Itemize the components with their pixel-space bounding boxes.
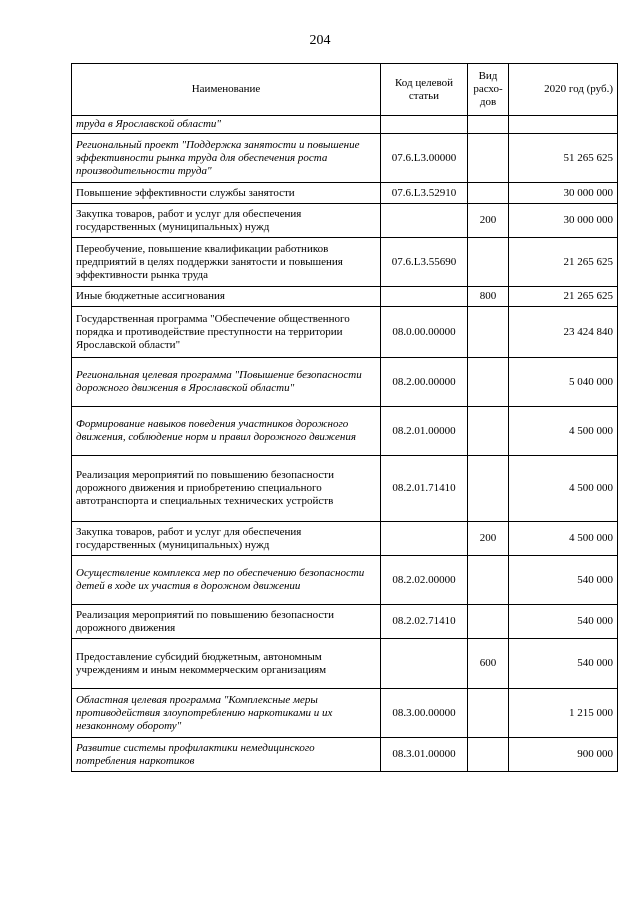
table-row bbox=[72, 605, 618, 639]
table-row bbox=[72, 407, 618, 456]
page-number: 204 bbox=[309, 33, 331, 48]
row-name-cell: Закупка товаров, работ и услуг для обеспечения государственных (муниципальных) нужд bbox=[72, 204, 381, 238]
row-code-cell: 07.6.L3.00000 bbox=[381, 134, 468, 183]
row-sum-cell: 4 500 000 bbox=[509, 407, 618, 456]
row-name-cell: Реализация мероприятий по повышению безопасности дорожного движения и приобретению специального автотранспорта и специальных технических устройств bbox=[72, 456, 381, 522]
row-code-cell: 08.2.02.71410 bbox=[381, 605, 468, 639]
row-code-cell: 08.3.01.00000 bbox=[381, 738, 468, 772]
row-type-cell bbox=[468, 556, 509, 605]
row-type-cell bbox=[468, 183, 509, 204]
header-code: Код целевой статьи bbox=[381, 64, 468, 116]
row-type-cell: 200 bbox=[468, 204, 509, 238]
row-code-cell bbox=[381, 204, 468, 238]
row-sum-cell: 540 000 bbox=[509, 639, 618, 689]
budget-table bbox=[71, 63, 618, 772]
table-row bbox=[72, 556, 618, 605]
row-type-cell bbox=[468, 134, 509, 183]
row-name-cell: Областная целевая программа "Комплексные меры противодействия злоупотреблению наркотиками и их незаконному обороту" bbox=[72, 689, 381, 738]
row-sum-cell: 21 265 625 bbox=[509, 287, 618, 307]
table-row bbox=[72, 522, 618, 556]
row-name-cell: Формирование навыков поведения участников дорожного движения, соблюдение норм и правил дорожного движения bbox=[72, 407, 381, 456]
row-name-cell: Региональная целевая программа "Повышение безопасности дорожного движения в Ярославской области" bbox=[72, 358, 381, 407]
table-row bbox=[72, 238, 618, 287]
table-row bbox=[72, 287, 618, 307]
row-name-cell: Осуществление комплекса мер по обеспечению безопасности детей в ходе их участия в дорожном движении bbox=[72, 556, 381, 605]
header-type: Вид расхо-дов bbox=[468, 64, 509, 116]
table-row bbox=[72, 456, 618, 522]
row-sum-cell bbox=[509, 116, 618, 134]
row-name-cell: Реализация мероприятий по повышению безопасности дорожного движения bbox=[72, 605, 381, 639]
row-sum-cell: 21 265 625 bbox=[509, 238, 618, 287]
header-name: Наименование bbox=[72, 64, 381, 116]
table-header-row bbox=[72, 64, 618, 116]
row-sum-cell: 540 000 bbox=[509, 556, 618, 605]
table-row bbox=[72, 639, 618, 689]
row-code-cell bbox=[381, 522, 468, 556]
row-code-cell: 08.2.01.71410 bbox=[381, 456, 468, 522]
row-sum-cell: 30 000 000 bbox=[509, 204, 618, 238]
row-code-cell: 08.2.01.00000 bbox=[381, 407, 468, 456]
row-name-cell: Иные бюджетные ассигнования bbox=[72, 287, 381, 307]
row-code-cell bbox=[381, 116, 468, 134]
table-row bbox=[72, 307, 618, 358]
row-sum-cell: 5 040 000 bbox=[509, 358, 618, 407]
row-name-cell: Переобучение, повышение квалификации работников предприятий в целях поддержки занятости и повышения эффективности рынка труда bbox=[72, 238, 381, 287]
table-row bbox=[72, 358, 618, 407]
row-code-cell: 08.3.00.00000 bbox=[381, 689, 468, 738]
row-type-cell bbox=[468, 605, 509, 639]
row-type-cell bbox=[468, 307, 509, 358]
table-row bbox=[72, 689, 618, 738]
table-body bbox=[72, 116, 618, 772]
row-type-cell bbox=[468, 738, 509, 772]
row-type-cell: 800 bbox=[468, 287, 509, 307]
row-name-cell: Предоставление субсидий бюджетным, автономным учреждениям и иным некоммерческим организациям bbox=[72, 639, 381, 689]
row-type-cell: 200 bbox=[468, 522, 509, 556]
row-name-cell: труда в Ярославской области" bbox=[72, 116, 381, 134]
row-code-cell: 07.6.L3.52910 bbox=[381, 183, 468, 204]
row-code-cell: 08.0.00.00000 bbox=[381, 307, 468, 358]
row-type-cell: 600 bbox=[468, 639, 509, 689]
row-sum-cell: 23 424 840 bbox=[509, 307, 618, 358]
table-row bbox=[72, 134, 618, 183]
row-sum-cell: 4 500 000 bbox=[509, 522, 618, 556]
row-name-cell: Повышение эффективности службы занятости bbox=[72, 183, 381, 204]
row-sum-cell: 540 000 bbox=[509, 605, 618, 639]
row-type-cell bbox=[468, 358, 509, 407]
row-type-cell bbox=[468, 689, 509, 738]
row-name-cell: Закупка товаров, работ и услуг для обеспечения государственных (муниципальных) нужд bbox=[72, 522, 381, 556]
row-code-cell bbox=[381, 287, 468, 307]
table-row bbox=[72, 183, 618, 204]
row-code-cell: 08.2.02.00000 bbox=[381, 556, 468, 605]
row-sum-cell: 30 000 000 bbox=[509, 183, 618, 204]
header-sum: 2020 год (руб.) bbox=[509, 64, 618, 116]
table-row bbox=[72, 204, 618, 238]
row-name-cell: Государственная программа "Обеспечение общественного порядка и противодействие преступности на территории Ярославской области" bbox=[72, 307, 381, 358]
row-type-cell bbox=[468, 407, 509, 456]
row-code-cell: 08.2.00.00000 bbox=[381, 358, 468, 407]
row-type-cell bbox=[468, 238, 509, 287]
table-row bbox=[72, 116, 618, 134]
row-type-cell bbox=[468, 456, 509, 522]
table-row bbox=[72, 738, 618, 772]
row-sum-cell: 1 215 000 bbox=[509, 689, 618, 738]
row-name-cell: Региональный проект "Поддержка занятости и повышение эффективности рынка труда для обеспечения роста производительности труда" bbox=[72, 134, 381, 183]
row-name-cell: Развитие системы профилактики немедицинского потребления наркотиков bbox=[72, 738, 381, 772]
row-type-cell bbox=[468, 116, 509, 134]
row-code-cell: 07.6.L3.55690 bbox=[381, 238, 468, 287]
row-sum-cell: 4 500 000 bbox=[509, 456, 618, 522]
row-sum-cell: 51 265 625 bbox=[509, 134, 618, 183]
row-code-cell bbox=[381, 639, 468, 689]
row-sum-cell: 900 000 bbox=[509, 738, 618, 772]
